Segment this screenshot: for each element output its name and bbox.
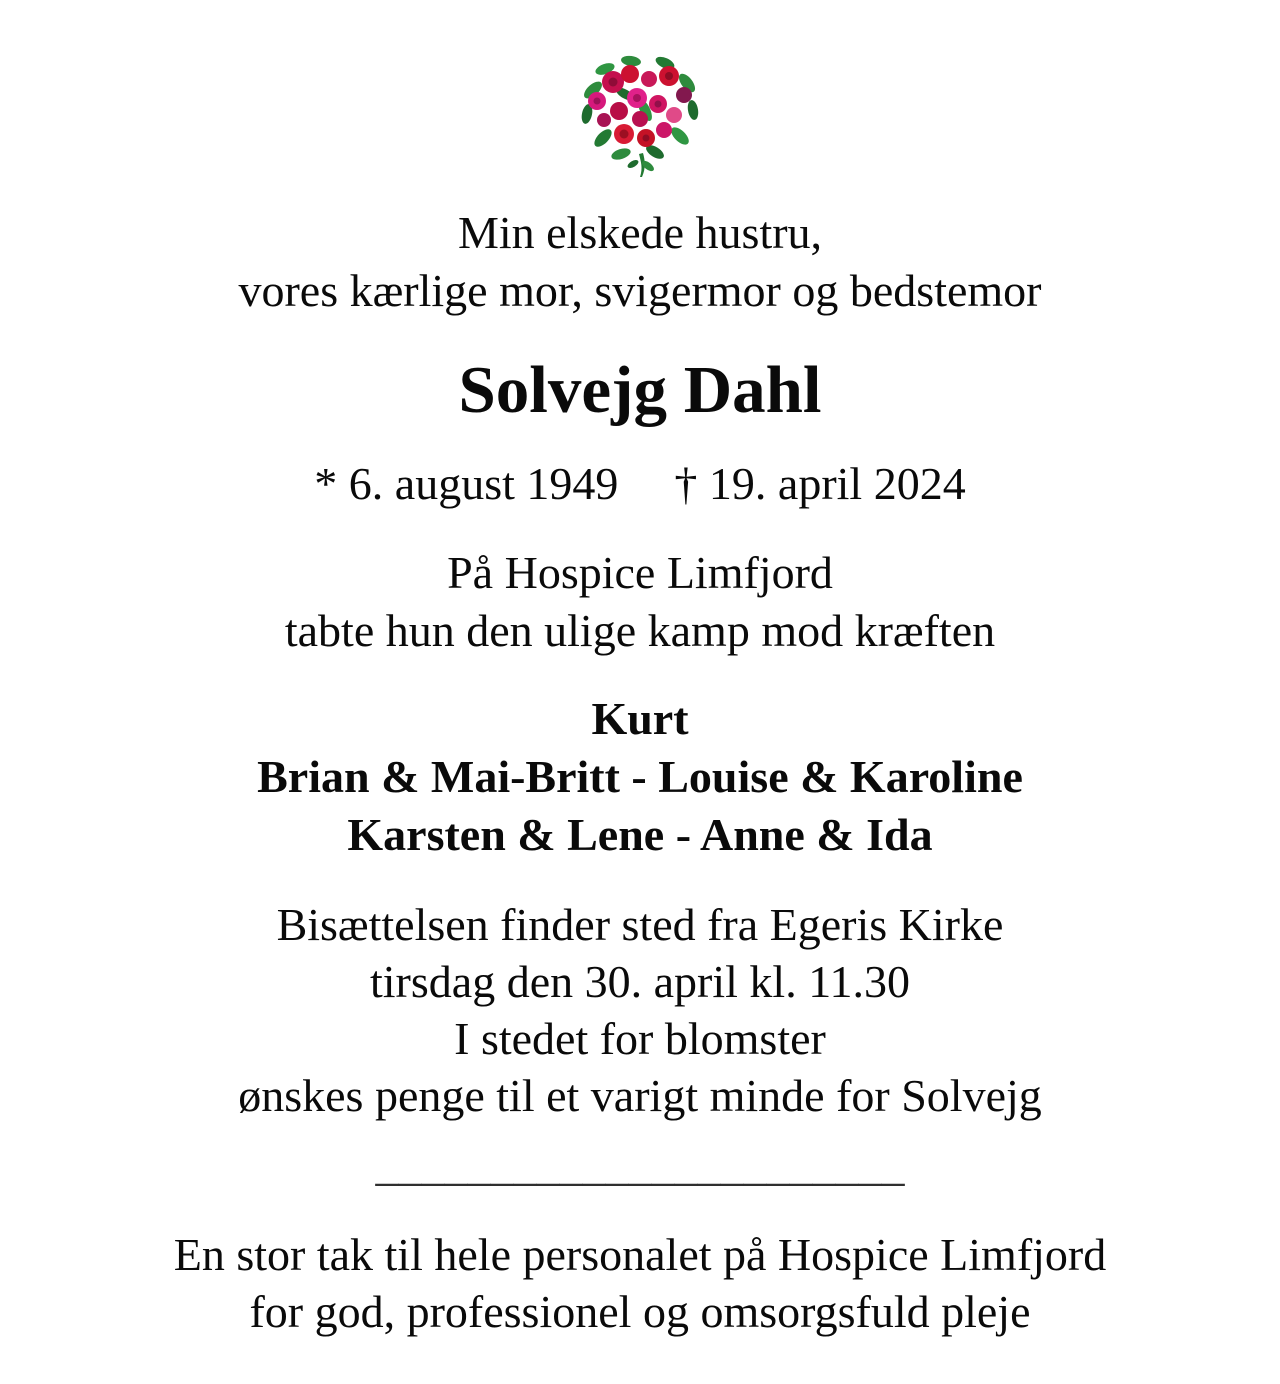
thanks-text (0, 1226, 1280, 1340)
family-line-1: Kurt (591, 693, 689, 744)
ceremony-line-3: I stedet for blomster (454, 1013, 826, 1064)
intro-text (0, 204, 1280, 320)
location-line-2: tabte hun den ulige kamp mod kræften (284, 605, 996, 656)
death-date: † 19. april 2024 (674, 458, 966, 509)
deceased-name: Solvejg Dahl (458, 353, 822, 427)
birth-date: * 6. august 1949 (314, 458, 619, 509)
circumstance-text (0, 544, 1280, 660)
divider-line: _______________________ (375, 1139, 905, 1190)
intro-line-2: vores kærlige mor, svigermor og bedstemor (238, 265, 1042, 316)
family-names (0, 690, 1280, 864)
ceremony-line-4: ønskes penge til et varigt minde for Solvejg (238, 1070, 1042, 1121)
ceremony-line-1: Bisættelsen finder sted fra Egeris Kirke (276, 899, 1004, 950)
rose-heart-icon (579, 52, 701, 178)
thanks-line-2: for god, professionel og omsorgsfuld pleje (249, 1286, 1031, 1337)
life-dates (0, 458, 1280, 510)
ceremony-line-2: tirsdag den 30. april kl. 11.30 (370, 956, 910, 1007)
family-line-2: Brian & Mai-Britt - Louise & Karoline (257, 751, 1023, 802)
intro-line-1: Min elskede hustru, (457, 207, 823, 258)
thanks-line-1: En stor tak til hele personalet på Hospice Limfjord (173, 1229, 1107, 1280)
family-line-3: Karsten & Lene - Anne & Ida (347, 809, 933, 860)
ceremony-details (0, 896, 1280, 1124)
location-line-1: På Hospice Limfjord (447, 547, 833, 598)
